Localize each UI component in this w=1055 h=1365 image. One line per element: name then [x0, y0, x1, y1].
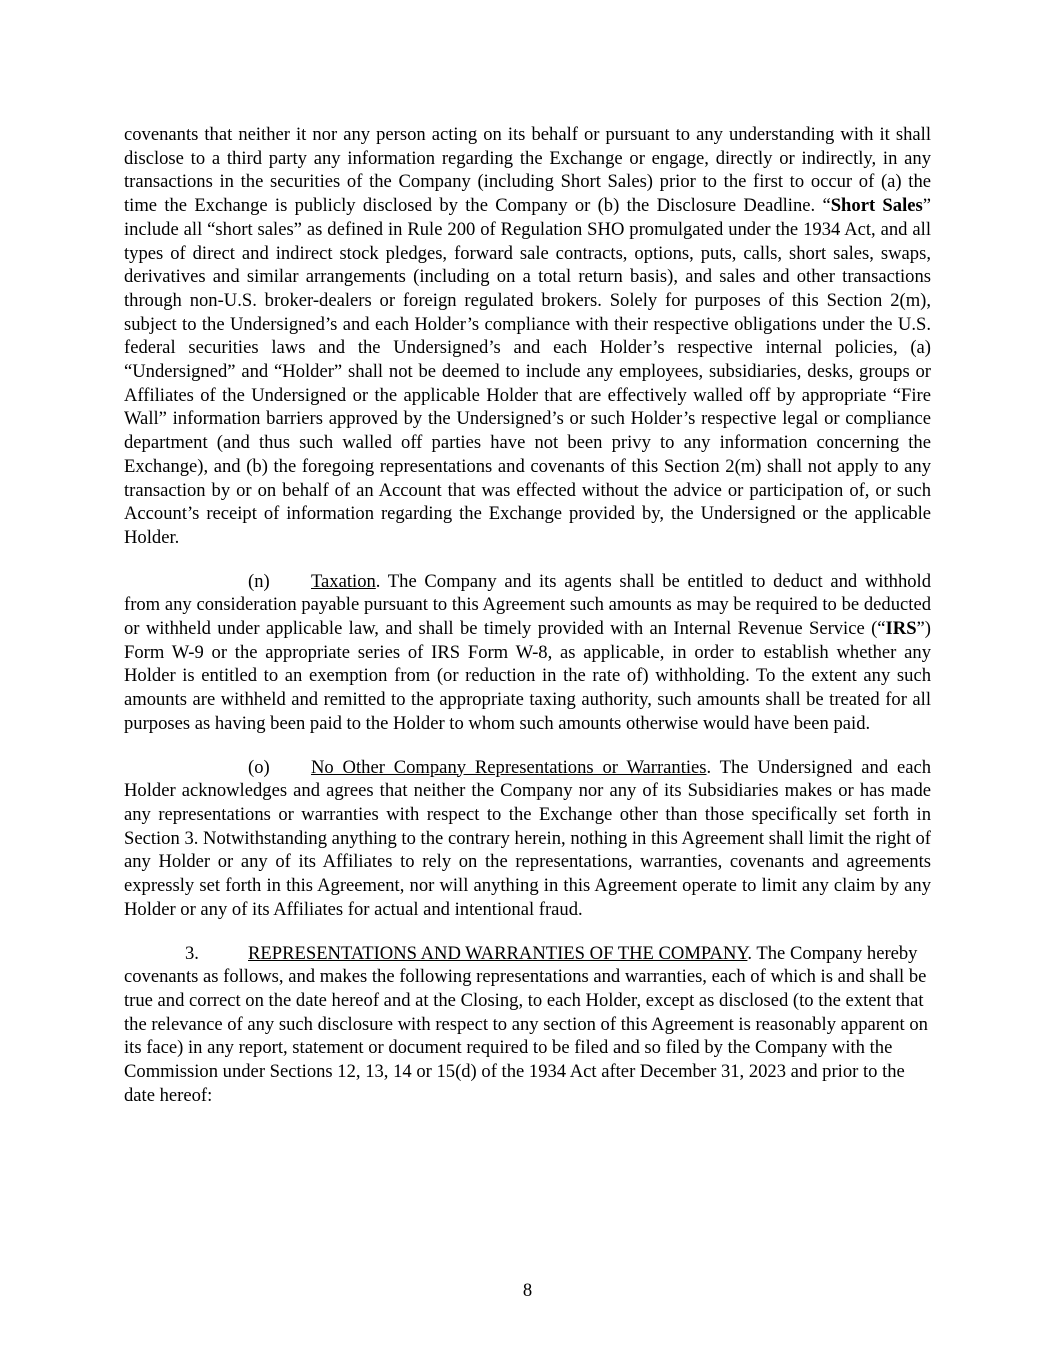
- section-3-representations: [124, 942, 931, 1108]
- defined-term-irs: IRS: [885, 618, 917, 640]
- section-number: 3.: [185, 942, 199, 964]
- paragraph-number: (o): [248, 756, 270, 778]
- section-heading: REPRESENTATIONS AND WARRANTIES OF THE COMPANY: [248, 942, 748, 964]
- page-number: 8: [522, 1280, 533, 1301]
- document-page: [124, 123, 931, 1107]
- paragraph-heading: No Other Company Representations or Warranties: [311, 756, 707, 778]
- paragraph-text: . The Undersigned and each Holder acknowledges and agrees that neither the Company nor any of its Subsidiaries makes or has made any representations or warranties with respect to the Exchange other than those specifically set forth in Section 3. Notwithstanding anything to the contrary herein, nothing in this Agreement shall limit the right of any Holder or any of its Affiliates to rely on the representations, warranties, covenants and agreements expressly set forth in this Agreement, nor will anything in this Agreement operate to limit any claim by any Holder or any of its Affiliates for actual and intentional fraud.: [124, 756, 932, 920]
- paragraph-2o-no-other-representations: [124, 756, 931, 922]
- paragraph-text: ”) Form W-9 or the appropriate series of IRS Form W-8, as applicable, in order to establish whether any Holder is entitled to an exemption from (or reduction in the rate of) withholding. To the extent any such amounts are withheld and remitted to the appropriate taxing authority, such amounts shall be treated for all purposes as having been paid to the Holder to whom such amounts otherwise would have been paid.: [124, 618, 931, 734]
- defined-term-short-sales: Short Sales: [830, 195, 923, 217]
- paragraph-gap: [124, 736, 931, 756]
- paragraph-2n-taxation: [124, 570, 931, 736]
- paragraph-text: covenants that neither it nor any person acting on its behalf or pursuant to any understanding with it shall disclose to a third party any information regarding the Exchange or engage, directly or indirectly, in any transactions in the securities of the Company (including Short Sales) prior to the first to occur of (a) the time the Exchange is publicly disclosed by the Company or (b) the Disclosure Deadline. “: [124, 124, 931, 217]
- paragraph-text: . The Company hereby covenants as follows, and makes the following representations and warranties, each of which is and shall be true and correct on the date hereof and at the Closing, to each Holder, except as disclosed (to the extent that the relevance of any such disclosure with respect to any section of this Agreement is reasonably apparent on its face) in any report, statement or document required to be filed and so filed by the Company with the Commission under Sections 12, 13, 14 or 15(d) of the 1934 Act after December 31, 2023 and prior to the date hereof:: [124, 942, 928, 1106]
- paragraph-2m-continuation: [124, 123, 931, 550]
- paragraph-gap: [124, 550, 931, 570]
- paragraph-text: ” include all “short sales” as defined in Rule 200 of Regulation SHO promulgated under the 1934 Act, and all types of direct and indirect stock pledges, forward sale contracts, options, puts, calls, short sales, swaps, derivatives and similar arrangements (including on a total return basis), and sales and other transactions through non-U.S. broker-dealers or foreign regulated brokers. Solely for purposes of this Section 2(m), subject to the Undersigned’s and each Holder’s compliance with their respective obligations under the U.S. federal securities laws and the Undersigned’s and each Holder’s respective internal policies, (a) “Undersigned” and “Holder” shall not be deemed to include any employees, subsidiaries, desks, groups or Affiliates of the Undersigned or the applicable Holder that are effectively walled off by appropriate “Fire Wall” information barriers approved by the Undersigned’s or such Holder’s respective legal or compliance department (and thus such walled off parties have not been privy to any information concerning the Exchange), and (b) the foregoing representations and covenants of this Section 2(m) shall not apply to any transaction by or on behalf of an Account that was effected without the advice or participation of, or such Account’s receipt of information regarding the Exchange provided by, the Undersigned or the applicable Holder.: [124, 195, 931, 548]
- paragraph-gap: [124, 922, 931, 942]
- paragraph-text: . The Company and its agents shall be entitled to deduct and withhold from any consideration payable pursuant to this Agreement such amounts as may be required to be deducted or withheld under applicable law, and shall be timely provided with an Internal Revenue Service (“: [124, 570, 931, 640]
- paragraph-number: (n): [248, 570, 270, 592]
- paragraph-heading: Taxation: [311, 570, 376, 592]
